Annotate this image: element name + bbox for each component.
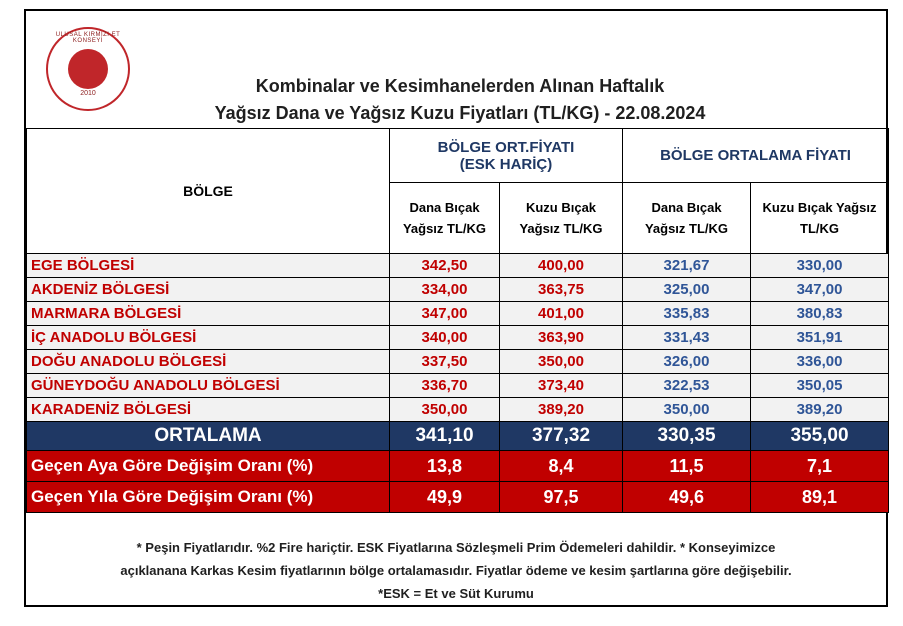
col-header-1 (390, 183, 500, 254)
cell-value: 340,00 (390, 326, 500, 350)
yearly-change-row (27, 482, 889, 513)
table-row (27, 374, 889, 398)
cell-value: 325,00 (623, 278, 751, 302)
cell-value: 351,91 (751, 326, 889, 350)
cell-value: 347,00 (390, 302, 500, 326)
cell-value: 363,90 (500, 326, 623, 350)
logo-ring-text: ULUSAL KIRMIZI ET KONSEYİ (55, 32, 121, 44)
col3-line1: Dana Bıçak (651, 200, 722, 215)
group1-line1: BÖLGE ORT.FİYATI (437, 138, 575, 156)
page-title (150, 73, 770, 127)
title-line-1: Kombinalar ve Kesimhanelerden Alınan Haftalık (255, 76, 665, 96)
cell-value: 330,00 (751, 254, 889, 278)
col1-line2: Yağsız TL/KG (402, 221, 487, 236)
region-name: İÇ ANADOLU BÖLGESİ (27, 326, 390, 350)
cell-value: 321,67 (623, 254, 751, 278)
cell-value: 380,83 (751, 302, 889, 326)
cell-value: 389,20 (751, 398, 889, 422)
table-row (27, 302, 889, 326)
logo-year: 2010 (80, 90, 96, 97)
table-row (27, 326, 889, 350)
yearly-change-value: 49,6 (623, 482, 751, 513)
cell-value: 401,00 (500, 302, 623, 326)
monthly-change-row (27, 451, 889, 482)
average-value: 341,10 (390, 422, 500, 451)
col2-line2: Yağsız TL/KG (519, 221, 603, 236)
cell-value: 350,00 (390, 398, 500, 422)
table-row (27, 398, 889, 422)
monthly-change-value: 7,1 (751, 451, 889, 482)
col1-line1: Dana Bıçak (409, 200, 480, 215)
footnote-line-3: *ESK = Et ve Süt Kurumu (378, 586, 534, 601)
cell-value: 337,50 (390, 350, 500, 374)
average-row (27, 422, 889, 451)
col4-line1: Kuzu Bıçak Yağsız (762, 200, 877, 215)
monthly-change-label: Geçen Aya Göre Değişim Oranı (%) (27, 451, 390, 482)
council-logo (46, 27, 130, 111)
average-value: 330,35 (623, 422, 751, 451)
footnote-line-1: * Peşin Fiyatlarıdır. %2 Fire hariçtir. ESK Fiyatlarına Sözleşmeli Prim Ödemeleri dahildir. * Konseyimizce (136, 540, 776, 555)
group-header-esk-excluded (390, 129, 623, 183)
region-name: MARMARA BÖLGESİ (27, 302, 390, 326)
yearly-change-value: 97,5 (500, 482, 623, 513)
cell-value: 336,00 (751, 350, 889, 374)
cell-value: 373,40 (500, 374, 623, 398)
col2-line1: Kuzu Bıçak (525, 200, 597, 215)
cell-value: 350,00 (500, 350, 623, 374)
average-label: ORTALAMA (27, 422, 390, 451)
yearly-change-value: 89,1 (751, 482, 889, 513)
table-row (27, 350, 889, 374)
region-name: DOĞU ANADOLU BÖLGESİ (27, 350, 390, 374)
cell-value: 350,05 (751, 374, 889, 398)
region-name: KARADENİZ BÖLGESİ (27, 398, 390, 422)
cell-value: 335,83 (623, 302, 751, 326)
region-name: EGE BÖLGESİ (27, 254, 390, 278)
cell-value: 389,20 (500, 398, 623, 422)
table-row (27, 254, 889, 278)
region-header: BÖLGE (27, 129, 390, 254)
cell-value: 326,00 (623, 350, 751, 374)
col-header-3 (623, 183, 751, 254)
average-value: 355,00 (751, 422, 889, 451)
cell-value: 322,53 (623, 374, 751, 398)
group1-line2: (ESK HARİÇ) (459, 155, 553, 173)
monthly-change-value: 13,8 (390, 451, 500, 482)
yearly-change-value: 49,9 (390, 482, 500, 513)
cell-value: 342,50 (390, 254, 500, 278)
col-header-4 (751, 183, 889, 254)
col4-line2: TL/KG (800, 221, 839, 236)
cell-value: 334,00 (390, 278, 500, 302)
col-header-2 (500, 183, 623, 254)
price-table (26, 128, 889, 513)
average-value: 377,32 (500, 422, 623, 451)
cell-value: 363,75 (500, 278, 623, 302)
footnote-line-2: açıklanana Karkas Kesim fiyatlarının bölge ortalamasıdır. Fiyatlar ödeme ve kesim şartlarına göre değişebilir. (120, 563, 792, 578)
yearly-change-label: Geçen Yıla Göre Değişim Oranı (%) (27, 482, 390, 513)
footnotes (30, 536, 882, 605)
cell-value: 336,70 (390, 374, 500, 398)
cell-value: 347,00 (751, 278, 889, 302)
title-line-2: Yağsız Dana ve Yağsız Kuzu Fiyatları (TL/KG) - 22.08.2024 (214, 103, 706, 123)
col3-line2: Yağsız TL/KG (644, 221, 729, 236)
monthly-change-value: 11,5 (623, 451, 751, 482)
cell-value: 350,00 (623, 398, 751, 422)
table-row (27, 278, 889, 302)
bull-head-icon (68, 49, 108, 89)
region-name: AKDENİZ BÖLGESİ (27, 278, 390, 302)
cell-value: 331,43 (623, 326, 751, 350)
region-name: GÜNEYDOĞU ANADOLU BÖLGESİ (27, 374, 390, 398)
group-header-region-average: BÖLGE ORTALAMA FİYATI (623, 129, 889, 183)
cell-value: 400,00 (500, 254, 623, 278)
monthly-change-value: 8,4 (500, 451, 623, 482)
